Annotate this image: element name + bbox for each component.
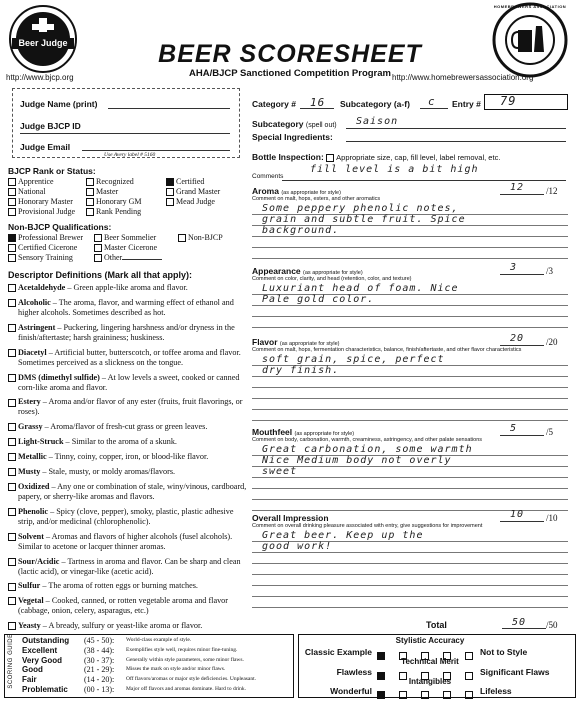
- descriptor-text: – Stale, musty, or moldy aromas/flavors.: [40, 467, 176, 477]
- wonderful-label: Wonderful: [330, 686, 372, 696]
- descriptor-text: – Aroma and/or flavor of any ester (fruits, fruit flavorings, or roses).: [18, 397, 243, 417]
- comment-text: dry finish.: [262, 365, 340, 376]
- descriptor-name: Vegetal: [18, 596, 44, 606]
- section-title: Appearance (as appropriate for style): [252, 266, 363, 276]
- total-score: 50: [512, 617, 527, 628]
- descriptors-title: Descriptor Definitions (Mark all that apply):: [8, 270, 193, 280]
- judge-name-label: Judge Name (print): [20, 99, 98, 109]
- entry-box[interactable]: [484, 94, 568, 110]
- comment-text: good work!: [262, 541, 333, 552]
- descriptor-item[interactable]: [8, 482, 248, 502]
- logo-right-text: HOMEBREWERS ASSOCIATION: [493, 4, 567, 9]
- comment-text: Great carbonation, some warmth: [262, 444, 473, 455]
- section-subtitle: Comment on overall drinking pleasure associated with entry, give suggestions for improvement: [252, 523, 483, 529]
- non-bjcp-grid: [8, 233, 248, 263]
- comment-line[interactable]: [252, 305, 568, 306]
- comment-line[interactable]: [252, 258, 568, 259]
- section-score-field[interactable]: [500, 521, 544, 522]
- descriptor-item[interactable]: [8, 621, 248, 631]
- section-max: /12: [546, 186, 558, 196]
- descriptor-checkbox[interactable]: [8, 453, 16, 461]
- comment-line[interactable]: [252, 409, 568, 410]
- comment-line[interactable]: [252, 488, 568, 489]
- section-max: /5: [546, 427, 554, 437]
- category-value: 16: [310, 96, 326, 109]
- section-score: 20: [510, 333, 525, 344]
- section-max: /3: [546, 266, 554, 276]
- descriptor-text: – Any one or combination of stale, winy/vinous, cardboard, papery, or sherry-like aromas and flavors.: [18, 481, 247, 501]
- descriptor-item[interactable]: [8, 283, 248, 293]
- section-max: /10: [546, 513, 558, 523]
- descriptor-item[interactable]: [8, 373, 248, 393]
- descriptor-checkbox[interactable]: [8, 558, 16, 566]
- page-title: BEER SCORESHEET: [158, 40, 422, 68]
- subcat-spell-value: Saison: [356, 116, 399, 127]
- subcategory-value: c: [428, 95, 436, 108]
- descriptor-item[interactable]: [8, 467, 248, 477]
- comment-line[interactable]: [252, 376, 568, 377]
- descriptor-name: Diacetyl: [18, 347, 47, 357]
- comment-line[interactable]: [252, 552, 568, 553]
- descriptor-name: Astringent: [18, 322, 56, 332]
- descriptor-item[interactable]: [8, 507, 248, 527]
- descriptor-text: – A bready, sulfury or yeast-like aroma or flavor.: [40, 621, 203, 631]
- rank-recognized[interactable]: Recognized: [86, 177, 166, 187]
- section-subtitle: Comment on color, clarity, and head (retention, color, and texture): [252, 276, 412, 282]
- descriptor-item[interactable]: [8, 348, 248, 368]
- scoring-guide-row: [22, 685, 292, 695]
- entry-label: Entry #: [452, 99, 481, 109]
- rank-honorary-gm[interactable]: Honorary GM: [86, 197, 166, 207]
- bottle-comments-label: Comments: [252, 173, 284, 180]
- descriptor-name: Acetaldehyde: [18, 283, 66, 292]
- section-score: 3: [510, 262, 518, 273]
- rank-certified[interactable]: Certified: [166, 177, 246, 187]
- descriptor-name: Metallic: [18, 452, 47, 462]
- descriptor-checkbox[interactable]: [8, 468, 16, 476]
- logo-left-text: Beer Judge: [18, 38, 68, 48]
- non-bjcp-title: Non-BJCP Qualifications:: [8, 222, 112, 232]
- descriptor-text: – Tartness in aroma and flavor. Can be sharp and clean (lactic acid), or vinegar-like (acetic acid).: [18, 556, 241, 576]
- comment-text: grain and subtle fruit. Spice: [262, 214, 466, 225]
- scoring-guide-rows: [22, 636, 292, 695]
- comment-line[interactable]: [252, 327, 568, 328]
- descriptor-checkbox[interactable]: [8, 324, 16, 332]
- section-subtitle: Comment on body, carbonation, warmth, creaminess, astringency, and other palate sensations: [252, 437, 483, 443]
- guide-range: (45 - 50):: [84, 636, 115, 645]
- comment-line[interactable]: [252, 499, 568, 500]
- descriptor-text: – At low levels a sweet, cooked or canned corn-like aroma and flavor.: [18, 372, 240, 392]
- comment-line[interactable]: [252, 387, 568, 388]
- descriptor-checkbox[interactable]: [8, 483, 16, 491]
- descriptor-name: Yeasty: [18, 621, 41, 631]
- comment-line[interactable]: [252, 398, 568, 399]
- section-title: Flavor (as appropriate for style): [252, 337, 340, 347]
- scoring-guide-row: [22, 665, 292, 675]
- descriptor-item[interactable]: [8, 437, 248, 447]
- page-subtitle: AHA/BJCP Sanctioned Competition Program: [189, 68, 391, 79]
- descriptor-item[interactable]: [8, 422, 248, 432]
- wonderful-checkboxes[interactable]: [377, 686, 475, 704]
- comment-line[interactable]: [252, 607, 568, 608]
- guide-range: (30 - 37):: [84, 655, 115, 665]
- avery-note: Use Avery label # 5160: [104, 152, 156, 158]
- descriptor-text: – The aroma of rotten eggs or burning matches.: [40, 581, 198, 591]
- comment-text: Some peppery phenolic notes,: [262, 203, 459, 214]
- judge-bjcp-field[interactable]: [20, 133, 230, 134]
- guide-range: (14 - 20):: [84, 675, 115, 685]
- comment-text: soft grain, spice, perfect: [262, 354, 445, 365]
- qual-beer-sommelier[interactable]: Beer Sommelier: [94, 233, 178, 243]
- guide-desc: Exemplifies style well, requires minor fine-tuning.: [126, 646, 238, 653]
- comment-line[interactable]: [252, 563, 568, 564]
- url-right[interactable]: http://www.homebrewersassociation.org: [392, 73, 534, 82]
- descriptor-name: Light-Struck: [18, 437, 64, 447]
- section-score: 5: [510, 423, 518, 434]
- section-max: /20: [546, 337, 558, 347]
- descriptor-text: – Aromas and flavors of higher alcohols (fusel alcohols). Similar to acetone or lacquer thinner aromas.: [18, 531, 233, 551]
- judge-name-field[interactable]: [108, 108, 230, 109]
- descriptor-name: Oxidized: [18, 481, 50, 491]
- category-label: Category #: [252, 99, 296, 109]
- guide-level: Problematic: [22, 684, 68, 694]
- guide-desc: World-class example of style.: [126, 637, 192, 643]
- intangibles-label: Intangibles: [408, 677, 452, 686]
- significant-flaws-label: Significant Flaws: [480, 667, 550, 677]
- scoring-guide-row: [22, 646, 292, 656]
- comment-line[interactable]: [252, 477, 568, 478]
- section-score-field[interactable]: [500, 274, 544, 275]
- total-field[interactable]: [502, 628, 546, 629]
- section-score: 12: [510, 182, 525, 193]
- rank-national[interactable]: National: [8, 187, 86, 197]
- comment-text: Great beer. Keep up the: [262, 530, 424, 541]
- descriptor-checkbox[interactable]: [8, 284, 16, 292]
- descriptor-text: – Artificial butter, butterscotch, or toffee aroma and flavor. Sometimes perceived as a slickness on the tongue.: [18, 347, 241, 367]
- descriptor-item[interactable]: [8, 581, 248, 591]
- descriptor-checkbox[interactable]: [8, 533, 16, 541]
- not-to-style-label: Not to Style: [480, 647, 528, 657]
- bjcp-logo: [6, 4, 80, 74]
- rank-honorary-master[interactable]: Honorary Master: [8, 197, 86, 207]
- classic-example-label: Classic Example: [304, 647, 372, 657]
- descriptor-text: – Puckering, lingering harshness and/or dryness in the finish/aftertaste; harsh graininess; huskiness.: [18, 322, 235, 342]
- descriptor-name: Sour/Acidic: [18, 556, 60, 566]
- descriptor-list: [8, 283, 248, 636]
- descriptor-text: – Tinny, coiny, copper, iron, or blood-like flavor.: [46, 452, 209, 462]
- descriptor-item[interactable]: [8, 532, 248, 552]
- section-score-field[interactable]: [500, 194, 544, 195]
- entry-value: 79: [500, 94, 517, 108]
- stylistic-accuracy-label: Stylistic Accuracy: [395, 636, 465, 645]
- guide-range: (38 - 44):: [84, 645, 115, 655]
- section-subtitle: Comment on malt, hops, esters, and other aromatics: [252, 196, 381, 202]
- descriptor-name: Grassy: [18, 422, 43, 432]
- descriptor-name: Solvent: [18, 531, 44, 541]
- special-ingredients-label: Special Ingredients:: [252, 132, 333, 142]
- section-subtitle: Comment on malt, hops, fermentation characteristics, balance, finish/aftertaste, and other flavor characteristics: [252, 347, 522, 353]
- rank-grid: [8, 177, 248, 217]
- flawless-label: Flawless: [336, 667, 372, 677]
- descriptor-text: – Green apple-like aroma and flavor.: [65, 283, 188, 292]
- subcategory-field[interactable]: [420, 108, 448, 109]
- descriptor-checkbox[interactable]: [8, 438, 16, 446]
- descriptor-checkbox[interactable]: [8, 299, 16, 307]
- special-ingredients-field[interactable]: [346, 141, 566, 142]
- guide-range: (21 - 29):: [84, 665, 115, 675]
- guide-desc: Misses the mark on style and/or minor flaws.: [126, 666, 226, 673]
- comment-line[interactable]: [252, 316, 568, 317]
- qual-professional-brewer[interactable]: Professional Brewer: [8, 233, 94, 243]
- rank-provisional[interactable]: Provisional Judge: [8, 207, 86, 217]
- aha-logo: [490, 2, 570, 78]
- section-score: 10: [510, 509, 525, 520]
- descriptor-name: Alcoholic: [18, 297, 51, 307]
- descriptor-checkbox[interactable]: [8, 583, 16, 591]
- guide-level: Very Good: [22, 655, 63, 665]
- qual-master-cicerone[interactable]: Master Cicerone: [94, 243, 178, 253]
- classic-checkboxes[interactable]: [377, 647, 475, 665]
- comment-text: Nice Medium body not overly: [262, 455, 452, 466]
- judge-bjcp-label: Judge BJCP ID: [20, 121, 81, 131]
- guide-level: Outstanding: [22, 636, 70, 645]
- comment-line[interactable]: [252, 420, 568, 421]
- section-score-field[interactable]: [500, 345, 544, 346]
- judge-email-field[interactable]: [82, 150, 230, 151]
- qual-certified-cicerone[interactable]: Certified Cicerone: [8, 243, 94, 253]
- qual-other[interactable]: Other: [94, 253, 178, 263]
- rank-grand-master[interactable]: Grand Master: [166, 187, 246, 197]
- comment-line[interactable]: [252, 585, 568, 586]
- qual-sensory-training[interactable]: Sensory Training: [8, 253, 94, 263]
- descriptor-text: – Cooked, canned, or rotten vegetable aroma and flavor (cabbage, onion, celery, asparagus, etc.): [18, 596, 228, 616]
- rank-pending[interactable]: Rank Pending: [86, 207, 166, 217]
- bottle-comments-field[interactable]: [282, 180, 566, 181]
- section-score-field[interactable]: [500, 435, 544, 436]
- descriptor-name: Sulfur: [18, 581, 41, 591]
- rank-title: BJCP Rank or Status:: [8, 166, 96, 176]
- rank-master[interactable]: Master: [86, 187, 166, 197]
- section-title: Overall Impression: [252, 513, 329, 523]
- descriptor-text: – Similar to the aroma of a skunk.: [63, 437, 177, 447]
- url-left[interactable]: http://www.bjcp.org: [6, 73, 74, 82]
- comment-text: sweet: [262, 466, 298, 477]
- comment-line[interactable]: [252, 236, 568, 237]
- bottle-comment-text: fill level is a bit high: [310, 164, 479, 175]
- descriptor-item[interactable]: [8, 596, 248, 616]
- scoring-guide-row: [22, 636, 292, 646]
- descriptor-text: – Aroma/flavor of fresh-cut grass or green leaves.: [42, 422, 208, 432]
- guide-level: Fair: [22, 675, 37, 685]
- descriptor-item[interactable]: [8, 452, 248, 462]
- descriptor-text: – Spicy (clove, pepper), smoky, plastic, plastic adhesive strip, and/or medicinal (chlorophenolic).: [18, 506, 234, 526]
- descriptor-checkbox[interactable]: [8, 597, 16, 605]
- scoring-guide-row: [22, 656, 292, 666]
- guide-desc: Major off flavors and aromas dominate. Hard to drink.: [126, 685, 246, 692]
- descriptor-item[interactable]: [8, 557, 248, 577]
- judge-email-label: Judge Email: [20, 142, 71, 152]
- scoring-guide-side-label: SCORING GUIDE: [8, 633, 14, 689]
- descriptor-checkbox[interactable]: [8, 349, 16, 357]
- subcat-spell-label: Subcategory (spell out): [252, 119, 337, 129]
- comment-line[interactable]: [252, 247, 568, 248]
- total-label: Total: [426, 620, 447, 630]
- total-max: /50: [546, 620, 558, 630]
- rank-mead-judge[interactable]: Mead Judge: [166, 197, 246, 207]
- guide-level: Good: [22, 665, 43, 675]
- comment-line[interactable]: [252, 466, 568, 467]
- descriptor-name: Phenolic: [18, 506, 49, 516]
- subcat-spell-field[interactable]: [346, 128, 566, 129]
- descriptor-name: Musty: [18, 467, 41, 477]
- descriptor-name: DMS (dimethyl sulfide): [18, 372, 100, 382]
- guide-desc: Off flavors/aromas or major style deficiencies. Unpleasant.: [126, 676, 257, 683]
- scoring-guide-row: [22, 675, 292, 685]
- guide-range: (00 - 13):: [84, 684, 115, 694]
- comment-line[interactable]: [252, 574, 568, 575]
- comment-text: Luxuriant head of foam. Nice: [262, 283, 459, 294]
- descriptor-checkbox[interactable]: [8, 374, 16, 382]
- descriptor-item[interactable]: [8, 397, 248, 417]
- bottle-inspection-label: Bottle Inspection: Appropriate size, cap, fill level, label removal, etc.: [252, 152, 501, 162]
- descriptor-text: – The aroma, flavor, and warming effect of ethanol and higher alcohols. Sometimes described as hot.: [18, 297, 234, 317]
- descriptor-item[interactable]: [8, 323, 248, 343]
- descriptor-item[interactable]: [8, 298, 248, 318]
- comment-text: background.: [262, 225, 340, 236]
- technical-merit-label: Technical Merit: [401, 657, 459, 666]
- section-title: Aroma (as appropriate for style): [252, 186, 341, 196]
- rank-apprentice[interactable]: Apprentice: [8, 177, 86, 187]
- descriptor-name: Estery: [18, 397, 41, 407]
- flawless-checkboxes[interactable]: [377, 667, 475, 685]
- comment-text: Pale gold color.: [262, 294, 375, 305]
- comment-line[interactable]: [252, 596, 568, 597]
- section-title: Mouthfeel (as appropriate for style): [252, 427, 355, 437]
- subcategory-label: Subcategory (a-f): [340, 99, 410, 109]
- qual-non-bjcp[interactable]: Non-BJCP: [178, 233, 248, 243]
- descriptor-checkbox[interactable]: [8, 423, 16, 431]
- descriptor-checkbox[interactable]: [8, 508, 16, 516]
- guide-desc: Generally within style parameters, some minor flaws.: [126, 656, 244, 663]
- descriptor-checkbox[interactable]: [8, 399, 16, 407]
- guide-level: Excellent: [22, 645, 58, 655]
- lifeless-label: Lifeless: [480, 686, 512, 696]
